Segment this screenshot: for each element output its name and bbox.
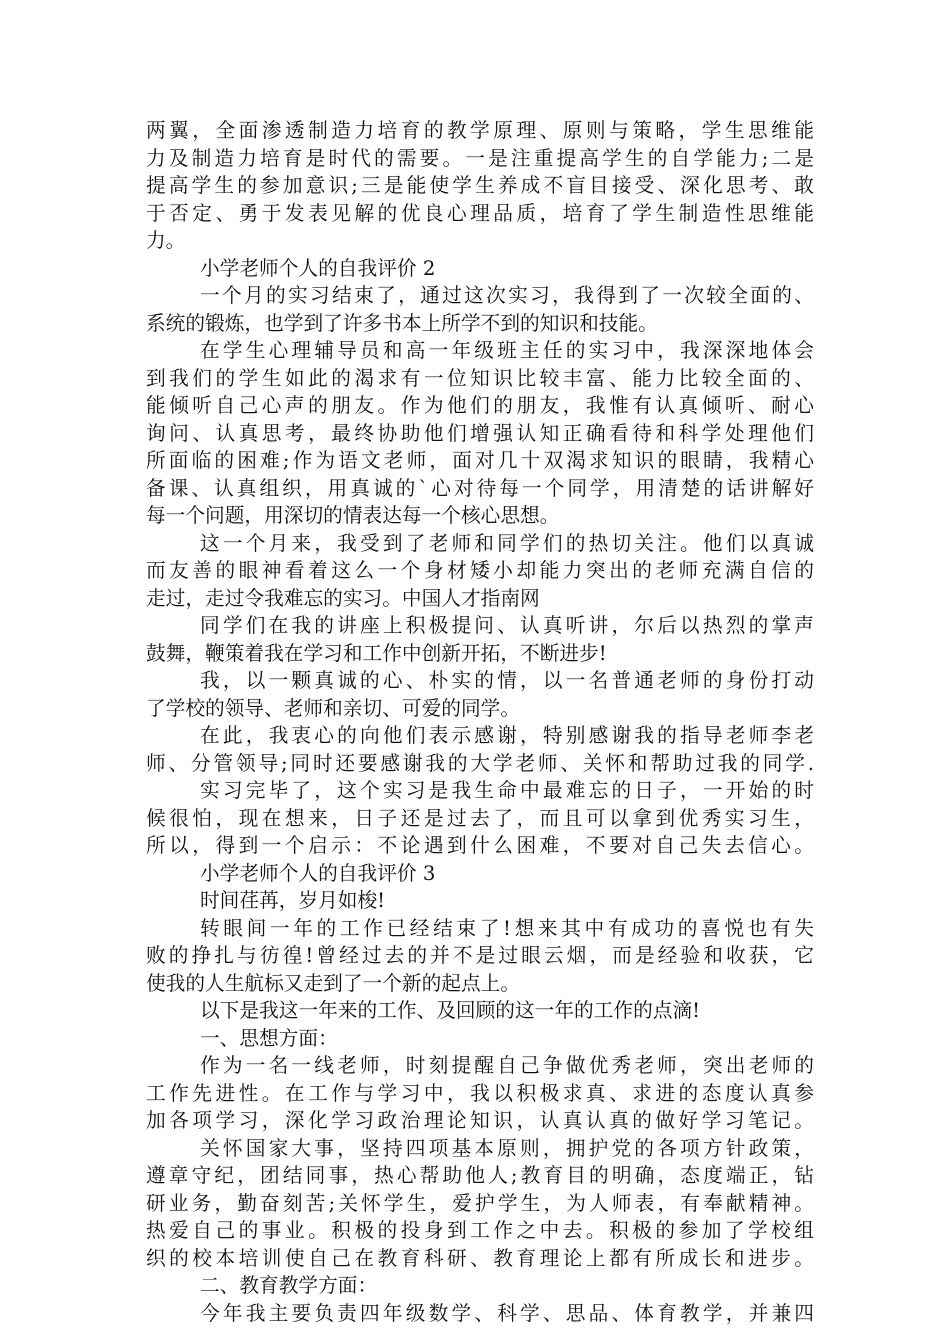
text-line: 在此，我衷心的向他们表示感谢，特别感谢我的指导老师李老 — [200, 724, 814, 747]
text-line: 力及制造力培育是时代的需要。一是注重提高学生的自学能力;二是 — [146, 146, 814, 170]
text-line: 提高学生的参加意识;三是能使学生养成不盲目接受、深化思考、敢 — [146, 174, 814, 197]
text-line: 实习完毕了，这个实习是我生命中最难忘的日子，一开始的时 — [200, 779, 814, 802]
text-line: 而友善的眼神看着这么一个身材矮小却能力突出的老师充满自信的 — [146, 559, 814, 582]
text-line: 同学们在我的讲座上积极提问、认真听讲，尔后以热烈的掌声 — [200, 614, 814, 637]
text-line: 工作先进性。在工作与学习中，我以积极求真、求进的态度认真参 — [146, 1081, 814, 1105]
text-line: 力。 — [146, 229, 186, 252]
text-line: 我，以一颗真诚的心、朴实的情，以一名普通老师的身份打动 — [200, 669, 814, 692]
text-line: 系统的锻炼，也学到了许多书本上所学不到的知识和技能。 — [146, 311, 658, 335]
text-line: 两翼，全面渗透制造力培育的教学原理、原则与策略，学生思维能 — [146, 119, 814, 142]
text-line: 织的校本培训使自己在教育科研、教育理论上都有所成长和进步。 — [146, 1246, 814, 1270]
text-line: 到我们的学生如此的渴求有一位知识比较丰富、能力比较全面的、 — [146, 366, 814, 390]
text-line: 今年我主要负责四年级数学、科学、思品、体育教学，并兼四 — [200, 1301, 814, 1325]
text-line: 转眼间一年的工作已经结束了!想来其中有成功的喜悦也有失 — [200, 916, 814, 940]
text-line: 所以，得到一个启示：不论遇到什么困难，不要对自己失去信心。 — [146, 834, 814, 857]
text-line: 在学生心理辅导员和高一年级班主任的实习中，我深深地体会 — [200, 339, 814, 362]
document-page — [146, 117, 814, 1327]
text-line: 师、分管领导;同时还要感谢我的大学老师、关怀和帮助过我的同学. — [146, 751, 814, 775]
text-line: 小学老师个人的自我评价 3 — [200, 861, 436, 885]
text-line: 加各项学习，深化学习政治理论知识，认真认真的做好学习笔记。 — [146, 1109, 814, 1132]
text-line: 小学老师个人的自我评价 2 — [200, 256, 436, 280]
text-line: 这一个月来，我受到了老师和同学们的热切关注。他们以真诚 — [200, 531, 814, 555]
text-line: 于否定、勇于发表见解的优良心理品质，培育了学生制造性思维能 — [146, 201, 814, 225]
text-line: 候很怕，现在想来，日子还是过去了，而且可以拿到优秀实习生， — [146, 806, 814, 830]
text-line: 一个月的实习结束了，通过这次实习，我得到了一次较全面的、 — [200, 284, 814, 307]
text-line: 一、思想方面： — [200, 1026, 338, 1050]
text-line: 所面临的困难;作为语文老师，面对几十双渴求知识的眼睛，我精心 — [146, 449, 814, 472]
text-line: 热爱自己的事业。积极的投身到工作之中去。积极的参加了学校组 — [146, 1219, 814, 1242]
text-line: 能倾听自己心声的朋友。作为他们的朋友，我惟有认真倾听、耐心 — [146, 394, 814, 417]
text-line: 时间荏苒，岁月如梭! — [200, 889, 386, 912]
text-line: 作为一名一线老师，时刻提醒自己争做优秀老师，突出老师的 — [200, 1054, 814, 1077]
text-line: 使我的人生航标又走到了一个新的起点上。 — [146, 971, 521, 995]
text-line: 以下是我这一年来的工作、及回顾的这一年的工作的点滴! — [200, 999, 701, 1022]
text-line: 鼓舞，鞭策着我在学习和工作中创新开拓，不断进步! — [146, 641, 607, 665]
text-line: 败的挣扎与彷徨!曾经过去的并不是过眼云烟，而是经验和收获，它 — [146, 944, 814, 967]
text-line: 每一个问题，用深切的情表达每一个核心思想。 — [146, 504, 560, 527]
text-line: 了学校的领导、老师和亲切、可爱的同学。 — [146, 696, 521, 720]
text-line: 走过，走过令我难忘的实习。中国人才指南网 — [146, 586, 540, 610]
text-line: 关怀国家大事，坚持四项基本原则，拥护党的各项方针政策， — [200, 1136, 814, 1160]
text-line: 备课、认真组织，用真诚的`心对待每一个同学，用清楚的话讲解好 — [146, 476, 814, 500]
text-line: 遵章守纪，团结同事，热心帮助他人;教育目的明确，态度端正，钻 — [146, 1164, 814, 1187]
text-line: 研业务，勤奋刻苦;关怀学生，爱护学生，为人师表，有奉献精神。 — [146, 1191, 814, 1215]
text-line: 询问、认真思考，最终协助他们增强认知正确看待和科学处理他们 — [146, 421, 814, 445]
text-line: 二、教育教学方面： — [200, 1274, 378, 1297]
